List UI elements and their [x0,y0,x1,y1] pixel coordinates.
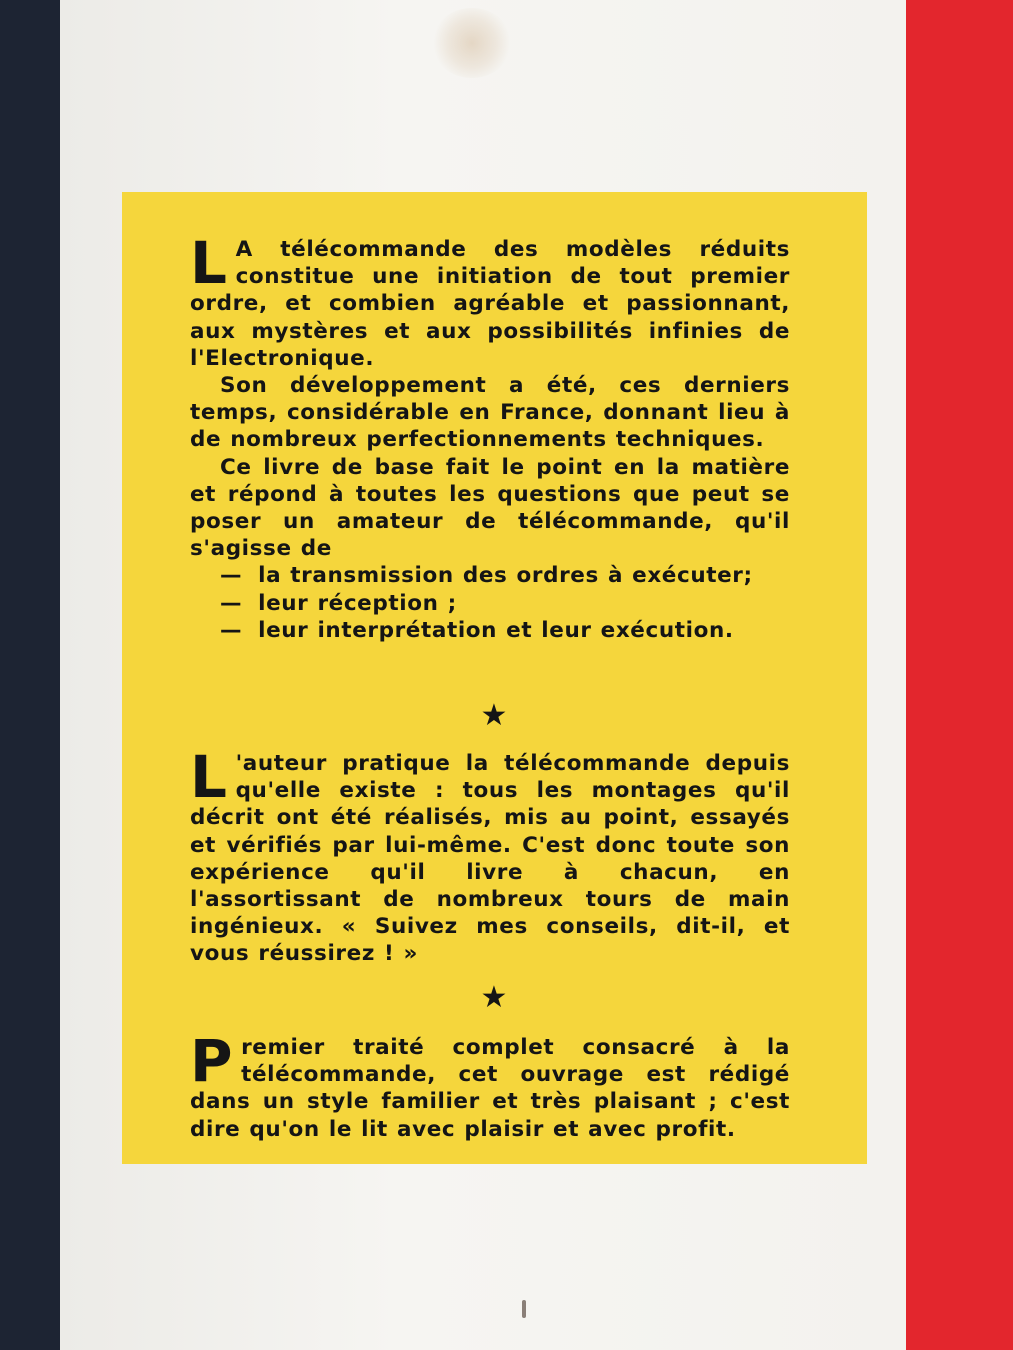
separator-star-icon: ★ [480,698,508,733]
list-item [190,562,790,589]
paragraph-author [190,743,790,968]
blurb-panel [122,192,867,1164]
right-red-band [906,0,1013,1350]
blurb-section-2 [190,743,790,968]
drop-cap: L [190,743,228,811]
separator-star-icon: ★ [480,980,508,1015]
paper-stain [432,8,512,78]
paragraph-intro [190,229,790,372]
drop-cap: L [190,229,228,297]
list-item [190,590,790,617]
list-dash: — [220,590,243,616]
blurb-section-1 [190,229,790,644]
white-center-band [60,0,906,1350]
list-item-text: la transmission des ordres à exécuter; [258,563,753,589]
paragraph-development: Son développement a été, ces derniers temps, considérable en France, donnant lieu à de nombreux perfectionnements techniques. [190,373,790,453]
list-item [190,617,790,644]
paragraph-intro-text: A télécommande des modèles réduits constitue une initiation de tout premier ordre, et combien agréable et passionnant, aux mystères et aux possibilités infinies de l'Electronique. [190,237,790,371]
paper-speck [522,1300,526,1318]
list-item-text: leur réception ; [258,590,457,616]
list-item-text: leur interprétation et leur exécution. [258,617,734,643]
list-dash: — [220,563,243,589]
paragraph-book: Ce livre de base fait le point en la matière et répond à toutes les questions que peut se poser un amateur de télécommande, qu'il s'agisse de [190,454,790,562]
paragraph-treatise-text: remier traité complet consacré à la télécommande, cet ouvrage est rédigé dans un style familier et très plaisant ; c'est dire qu'on le lit avec plaisir et avec profit. [190,1035,790,1142]
left-blue-band [0,0,60,1350]
topics-list [190,562,790,644]
paragraph-author-text: 'auteur pratique la télécommande depuis qu'elle existe : tous les montages qu'il décrit ont été réalisés, mis au point, essayés et vérifiés par lui-même. C'est donc toute son expérience qu'il livre à chacun, en l'assortissant de nombreux tours de main ingénieux. « Suivez mes conseils, dit-il, et vous réussirez ! » [190,751,790,967]
paragraph-treatise [190,1027,790,1143]
drop-cap: P [190,1027,234,1095]
blurb-section-3 [190,1027,790,1143]
list-dash: — [220,617,243,643]
